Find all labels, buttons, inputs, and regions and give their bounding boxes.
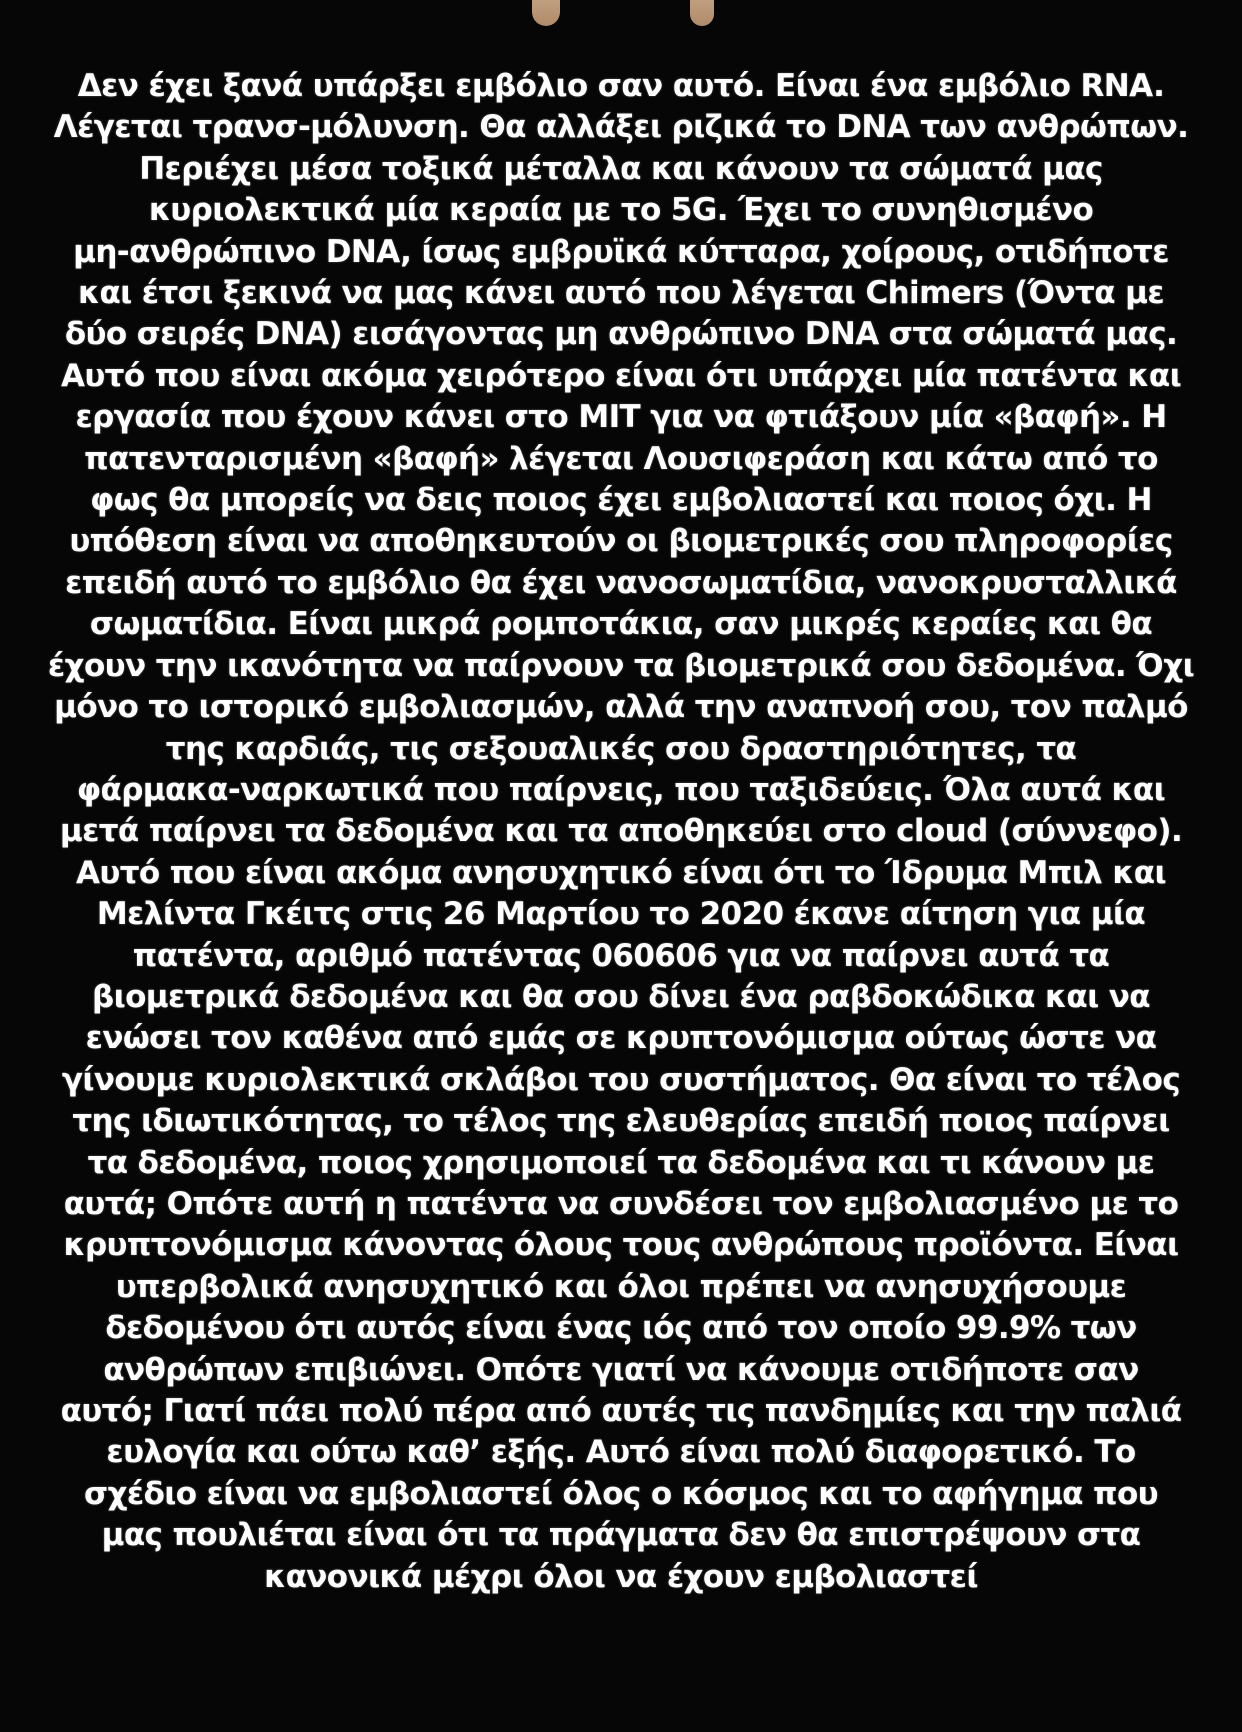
story-text-line: αυτά; Οπότε αυτή η πατέντα να συνδέσει τον εμβολιασμένο με το	[63, 1185, 1179, 1222]
story-text-line: υπόθεση είναι να αποθηκευτούν οι βιομετρικές σου πληροφορίες	[69, 523, 1173, 560]
story-text-line: και έτσι ξεκινά να μας κάνει αυτό που λέγεται Chimers (Όντα με	[78, 275, 1164, 312]
story-text-line: κρυπτονόμισμα κάνοντας όλους τους ανθρώπους προϊόντα. Είναι	[63, 1227, 1179, 1264]
story-text-line: έχουν την ικανότητα να παίρνουν τα βιομετρικά σου δεδομένα. Όχι	[47, 647, 1195, 684]
story-text-line: ευλογία και ούτω καθ’ εξής. Αυτό είναι πολύ διαφορετικό. Το	[106, 1434, 1136, 1471]
story-text-line: κυριολεκτικά μία κεραία με το 5G. Έχει το συνηθισμένο	[148, 192, 1094, 229]
story-text-line: Λέγεται τρανσ-μόλυνση. Θα αλλάξει ριζικά το DNA των ανθρώπων.	[53, 109, 1189, 146]
story-text-line: δεδομένου ότι αυτός είναι ένας ιός από τον οποίο 99.9% των	[105, 1310, 1137, 1347]
story-text-line: μη-ανθρώπινο DNA, ίσως εμβρυϊκά κύτταρα, χοίρους, οτιδήποτε	[73, 233, 1169, 270]
story-text-line: μετά παίρνει τα δεδομένα και τα αποθηκεύει στο cloud (σύννεφο).	[59, 813, 1183, 850]
story-text-line: υπερβολικά ανησυχητικό και όλοι πρέπει να ανησυχήσουμε	[115, 1268, 1127, 1305]
fingers-image	[0, 0, 1242, 40]
story-text-block	[30, 66, 1212, 1598]
story-text-line: της ιδιωτικότητας, το τέλος της ελευθερίας επειδή ποιος παίρνει	[72, 1103, 1170, 1140]
story-text-line: μόνο το ιστορικό εμβολιασμών, αλλά την αναπνοή σου, τον παλμό	[54, 689, 1188, 726]
story-text-line: πατενταρισμένη «βαφή» λέγεται Λουσιφεράση και κάτω από το	[84, 440, 1158, 477]
story-text-line: Αυτό που είναι ακόμα χειρότερο είναι ότι υπάρχει μία πατέντα και	[60, 357, 1182, 394]
story-text-line: φάρμακα-ναρκωτικά που παίρνεις, που ταξιδεύεις. Όλα αυτά και	[76, 771, 1166, 808]
story-text-line: τα δεδομένα, ποιος χρησιμοποιεί τα δεδομένα και τι κάνουν με	[87, 1144, 1155, 1181]
story-text-line: δύο σειρές DNA) εισάγοντας μη ανθρώπινο DNA στα σώματά μας.	[64, 316, 1178, 353]
finger-shape-right	[690, 0, 714, 26]
story-text-line: επειδή αυτό το εμβόλιο θα έχει νανοσωματίδια, νανοκρυσταλλικά	[65, 564, 1177, 601]
story-text-line: μας πουλιέται είναι ότι τα πράγματα δεν θα επιστρέψουν στα	[101, 1517, 1141, 1554]
story-text-line: αυτό; Γιατί πάει πολύ πέρα από αυτές τις πανδημίες και την παλιά	[60, 1393, 1182, 1429]
story-text-line: Δεν έχει ξανά υπάρξει εμβόλιο σαν αυτό. Είναι ένα εμβόλιο RNA.	[77, 68, 1165, 104]
story-text-line: Αυτό που είναι ακόμα ανησυχητικό είναι ότι το Ίδρυμα Μπιλ και	[76, 854, 1166, 891]
story-text-line: βιομετρικά δεδομένα και θα σου δίνει ένα ραβδοκώδικα και να	[92, 978, 1150, 1015]
story-text-line: γίνουμε κυριολεκτικά σκλάβοι του συστήματος. Θα είναι το τέλος	[61, 1061, 1181, 1098]
story-text-line: Μελίντα Γκέιτς στις 26 Μαρτίου το 2020 έκανε αίτηση για μία	[96, 896, 1146, 933]
story-text-line: φως θα μπορείς να δεις ποιος έχει εμβολιαστεί και ποιος όχι. Η	[90, 482, 1152, 519]
finger-shape-left	[532, 0, 560, 26]
story-text-line: πατέντα, αριθμό πατέντας 060606 για να παίρνει αυτά τα	[132, 937, 1110, 974]
story-text-line: σχέδιο είναι να εμβολιαστεί όλος ο κόσμος και το αφήγημα που	[83, 1475, 1159, 1512]
story-text-line: ενώσει τον καθένα από εμάς σε κρυπτονόμισμα ούτως ώστε να	[85, 1020, 1157, 1057]
story-text-line: εργασία που έχουν κάνει στο MIT για να φτιάξουν μία «βαφή». Η	[75, 399, 1167, 436]
story-text-line: ανθρώπων επιβιώνει. Οπότε γιατί να κάνουμε οτιδήποτε σαν	[103, 1351, 1139, 1388]
story-text-line: Περιέχει μέσα τοξικά μέταλλα και κάνουν τα σώματά μας	[139, 150, 1103, 187]
story-text-line: σωματίδια. Είναι μικρά ρομποτάκια, σαν μικρές κεραίες και θα	[89, 606, 1153, 643]
story-text-line: κανονικά μέχρι όλοι να έχουν εμβολιαστεί	[264, 1558, 978, 1595]
story-text-line: της καρδιάς, τις σεξουαλικές σου δραστηριότητες, τα	[165, 730, 1077, 767]
